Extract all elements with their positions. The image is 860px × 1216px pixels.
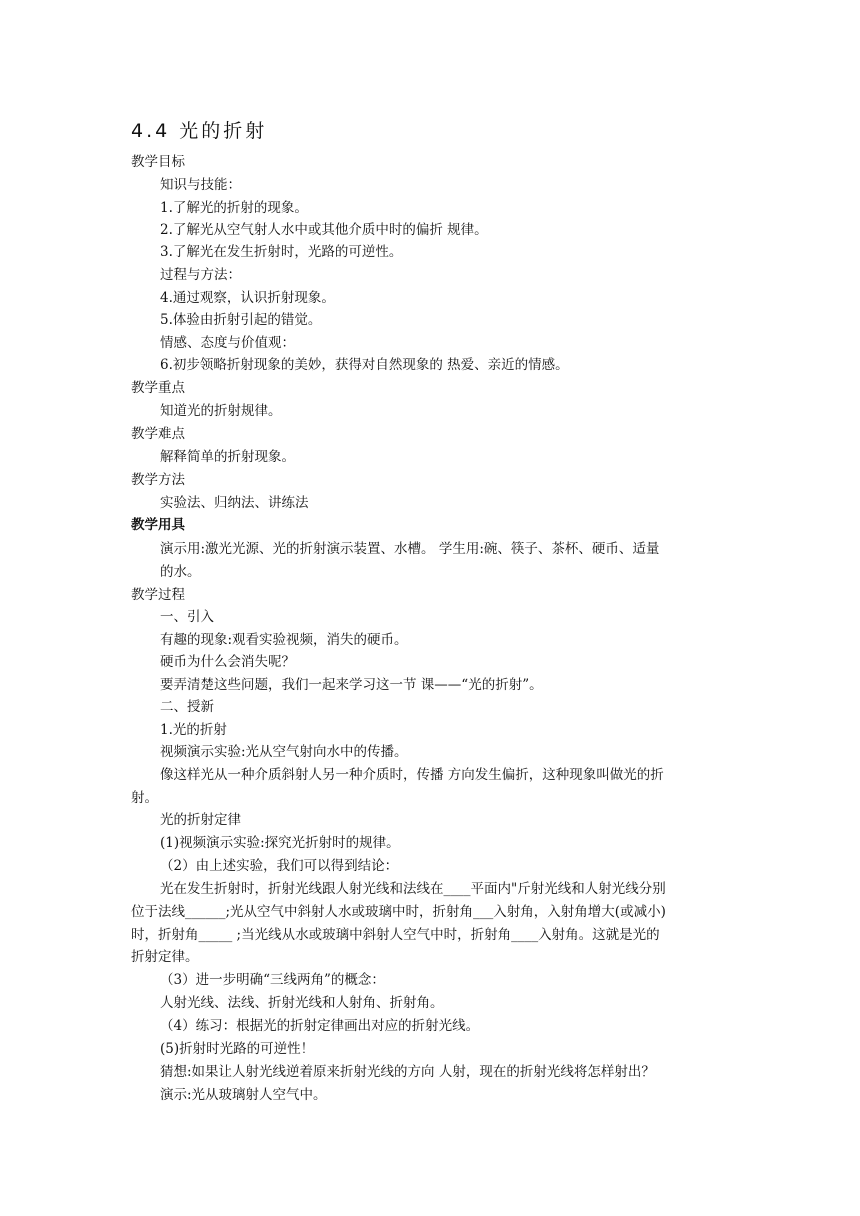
part1-text-1: 有趣的现象:观看实验视频，消失的硬币。	[160, 632, 408, 648]
part2-text-4: （2）由上述实验，我们可以得到结论：	[160, 858, 399, 874]
subheading-process: 过程与方法：	[160, 267, 241, 283]
section-heading-process: 教学过程	[131, 587, 185, 603]
page-title: 4.4 光的折射	[131, 120, 268, 142]
section-heading-objectives: 教学目标	[131, 154, 185, 170]
tools-text-line1: 演示用:激光光源、光的折射演示装置、水槽。 学生用:碗、筷子、茶杯、硬币、适量	[160, 541, 660, 557]
methods-text: 实验法、归纳法、讲练法	[160, 495, 309, 511]
objective-item-6: 6.初步领略折射现象的美妙，获得对自然现象的 热爱、亲近的情感。	[160, 357, 569, 373]
part1-text-2: 硬币为什么会消失呢？	[160, 654, 295, 670]
section-heading-difficulties: 教学难点	[131, 426, 185, 442]
objective-item-2: 2.了解光从空气射人水中或其他介质中时的偏折 规律。	[160, 222, 488, 238]
objective-item-3: 3.了解光在发生折射时，光路的可逆性。	[160, 244, 403, 260]
subheading-attitude: 情感、态度与价值观：	[160, 335, 295, 351]
objective-item-1: 1.了解光的折射的现象。	[160, 200, 308, 216]
keypoints-text: 知道光的折射规律。	[160, 403, 282, 419]
part2-text-5c: 时，折射角_____ ;当光线从水或玻璃中斜射人空气中时，折射角____入射角。这就是光的	[131, 927, 660, 943]
objective-item-4: 4.通过观察，认识折射现象。	[160, 290, 335, 306]
part1-heading: 一、引入	[160, 609, 214, 625]
part2-text-5d: 折射定律。	[131, 949, 199, 965]
part1-text-3: 要弄清楚这些问题，我们一起来学习这一节 课——“光的折射”。	[160, 677, 543, 693]
part2-text-2a: 像这样光从一种介质斜射人另一种介质时，传播 方向发生偏折，这种现象叫做光的折	[160, 767, 664, 783]
part2-text-11: 演示:光从玻璃射人空气中。	[160, 1087, 327, 1103]
part2-text-10: 猜想:如果让人射光线逆着原来折射光线的方向 人射，现在的折射光线将怎样射出？	[160, 1064, 655, 1080]
part2-heading: 二、授新	[160, 699, 214, 715]
part2-text-2b: 射。	[131, 790, 158, 806]
section-heading-tools: 教学用具	[131, 517, 185, 533]
subheading-knowledge: 知识与技能：	[160, 177, 241, 193]
part2-text-6: （3）进一步明确“三线两角”的概念：	[160, 972, 385, 988]
part2-text-1: 视频演示实验:光从空气射向水中的传播。	[160, 744, 408, 760]
part2-text-5b: 位于法线______;光从空气中斜射人水或玻璃中时，折射角___入射角，入射角增大(或减小)	[131, 904, 666, 920]
part2-text-7: 人射光线、法线、折射光线和人射角、折射角。	[160, 995, 444, 1011]
part2-text-3: (1)视频演示实验:探究光折射时的规律。	[160, 835, 400, 851]
section-heading-keypoints: 教学重点	[131, 380, 185, 396]
part2-subheading-2: 光的折射定律	[160, 812, 241, 828]
objective-item-5: 5.体验由折射引起的错觉。	[160, 312, 322, 328]
part2-text-5a: 光在发生折射时，折射光线跟人射光线和法线在____平面内"斤射光线和人射光线分别	[160, 881, 666, 897]
section-heading-methods: 教学方法	[131, 472, 185, 488]
tools-text-line2: 的水。	[160, 564, 201, 580]
part2-text-8: （4）练习：根据光的折射定律画出对应的折射光线。	[160, 1018, 480, 1034]
part2-subheading-1: 1.光的折射	[160, 722, 227, 738]
difficulties-text: 解释简单的折射现象。	[160, 449, 295, 465]
part2-text-9: (5)折射时光路的可逆性！	[160, 1041, 315, 1057]
